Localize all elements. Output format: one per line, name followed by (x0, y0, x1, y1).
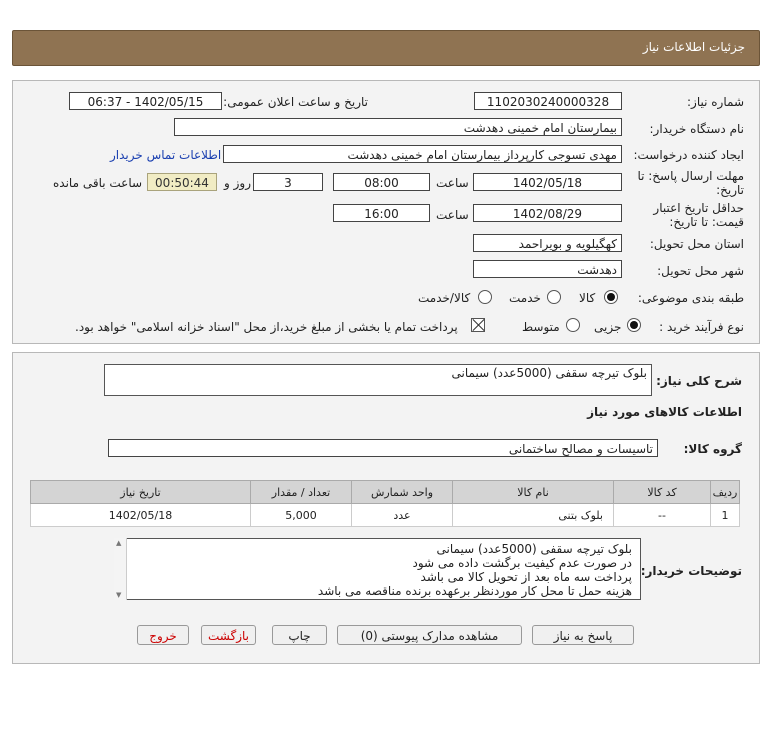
exit-button[interactable]: خروج (137, 625, 189, 645)
reply-time-label: ساعت (436, 176, 469, 190)
buyer-org-label: نام دستگاه خریدار: (649, 122, 744, 136)
validity-date-field[interactable]: 1402/08/29 (473, 204, 622, 222)
days-label: روز و (224, 176, 251, 190)
col-unit: واحد شمارش (352, 481, 453, 504)
col-qty: تعداد / مقدار (251, 481, 352, 504)
reply-time-field[interactable]: 08:00 (333, 173, 430, 191)
validity-time-label: ساعت (436, 208, 469, 222)
col-name: نام کالا (453, 481, 614, 504)
notes-line: هزینه حمل تا محل کار موردنظر برعهده برنده مناقصه می باشد (317, 584, 632, 598)
notes-scrollbar[interactable] (114, 538, 127, 600)
province-field[interactable]: کهگیلویه و بویراحمد (473, 234, 622, 252)
remaining-time-field: 00:50:44 (147, 173, 217, 191)
page-header (12, 30, 760, 66)
category-option-service: خدمت (509, 291, 541, 305)
process-option-minor: جزیی (594, 320, 622, 334)
col-date: تاریخ نیاز (31, 481, 251, 504)
category-radio-goods[interactable] (604, 290, 618, 304)
category-option-goods: کالا (579, 291, 596, 305)
cell-date: 1402/05/18 (31, 504, 251, 527)
items-title: اطلاعات کالاهای مورد نیاز (587, 405, 742, 419)
notes-line: پرداخت سه ماه بعد از تحویل کالا می باشد (420, 570, 632, 584)
validity-time-field[interactable]: 16:00 (333, 204, 430, 222)
announce-label: تاریخ و ساعت اعلان عمومی: (223, 95, 368, 109)
attachments-button[interactable]: مشاهده مدارک پیوستی (0) (337, 625, 522, 645)
category-radio-goods-service[interactable] (478, 290, 492, 304)
city-label: شهر محل تحویل: (657, 264, 744, 278)
remaining-label: ساعت باقی مانده (53, 176, 143, 190)
announce-field[interactable]: 1402/05/15 - 06:37 (69, 92, 222, 110)
group-field[interactable]: تاسیسات و مصالح ساختمانی (108, 439, 658, 457)
notes-line: در صورت عدم کیفیت برگشت داده می شود (412, 556, 632, 570)
print-button[interactable]: چاپ (272, 625, 327, 645)
col-code: کد کالا (614, 481, 711, 504)
category-radio-service[interactable] (547, 290, 561, 304)
back-button[interactable]: بازگشت (201, 625, 256, 645)
process-option-medium: متوسط (522, 320, 560, 334)
notes-line: بلوک تیرچه سقفی (5000عدد) سیمانی (436, 542, 632, 556)
cell-code: -- (614, 504, 711, 527)
group-label: گروه کالا: (683, 442, 742, 456)
reply-button[interactable]: پاسخ به نیاز (532, 625, 634, 645)
province-label: استان محل تحویل: (649, 237, 744, 251)
general-desc-label: شرح کلی نیاز: (656, 374, 742, 388)
validity-label-2: قیمت: تا تاریخ: (669, 215, 744, 229)
items-table (30, 480, 740, 527)
process-label: نوع فرآیند خرید : (659, 320, 744, 334)
notes-label: توضیحات خریدار: (640, 564, 742, 578)
validity-label: حداقل تاریخ اعتبار (653, 201, 744, 215)
reply-date-field[interactable]: 1402/05/18 (473, 173, 622, 191)
process-radio-medium[interactable] (566, 318, 580, 332)
need-number-field[interactable]: 1102030240000328 (474, 92, 622, 110)
process-radio-minor[interactable] (627, 318, 641, 332)
reply-deadline-label-2: تاریخ: (716, 183, 744, 197)
buyer-contact-link[interactable]: اطلاعات تماس خریدار (110, 148, 222, 162)
buyer-org-field[interactable]: بیمارستان امام خمینی دهدشت (174, 118, 622, 136)
category-option-goods-service: کالا/خدمت (418, 291, 471, 305)
treasury-checkbox[interactable] (471, 318, 485, 332)
payment-note: پرداخت تمام یا بخشی از مبلغ خرید،از محل "اسناد خزانه اسلامی" خواهد بود. (75, 320, 458, 334)
need-number-label: شماره نیاز: (687, 95, 744, 109)
general-desc-field[interactable]: بلوک تیرچه سقفی (5000عدد) سیمانی (104, 364, 652, 396)
days-field[interactable]: 3 (253, 173, 323, 191)
page-title: جزئیات اطلاعات نیاز (642, 40, 745, 54)
cell-qty: 5,000 (251, 504, 352, 527)
requester-field[interactable]: مهدی تسوجی کارپرداز بیمارستان امام خمینی دهدشت (223, 145, 622, 163)
cell-row: 1 (711, 504, 740, 527)
category-label: طبقه بندی موضوعی: (637, 291, 744, 305)
requester-label: ایجاد کننده درخواست: (633, 148, 744, 162)
cell-name: بلوک بتنی (453, 504, 614, 527)
reply-deadline-label: مهلت ارسال پاسخ: تا (637, 169, 744, 183)
table-row[interactable] (31, 504, 740, 527)
col-row: ردیف (711, 481, 740, 504)
cell-unit: عدد (352, 504, 453, 527)
buyer-notes-textarea[interactable] (114, 538, 641, 600)
city-field[interactable]: دهدشت (473, 260, 622, 278)
items-table-header (31, 481, 740, 504)
